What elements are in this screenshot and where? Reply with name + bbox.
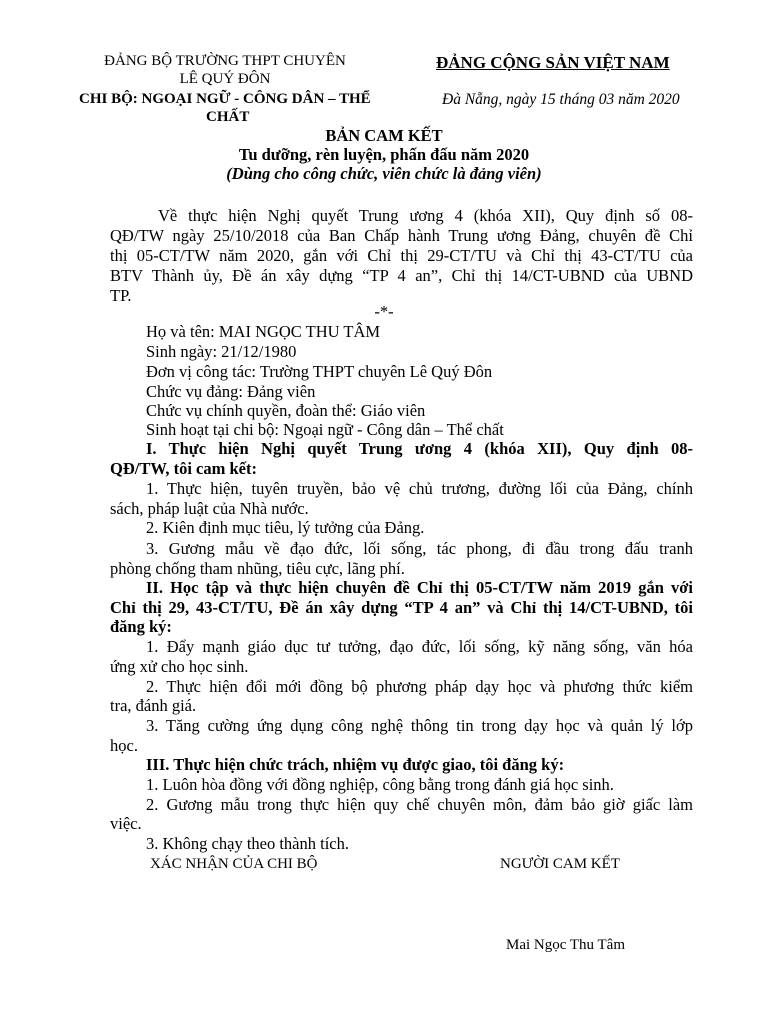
section2-heading: II. Học tập và thực hiện chuyên đề Chỉ thị 05-CT/TW năm 2019 gắn với (146, 578, 693, 597)
intro-line: thị 05-CT/TW năm 2020, gắn với Chỉ thị 29-CT/TU và Chỉ thị 43-CT/TU của (110, 246, 693, 265)
branch-name-line1: CHI BỘ: NGOẠI NGỮ - CÔNG DÂN – THỂ (79, 91, 371, 107)
party-name: ĐẢNG CỘNG SẢN VIỆT NAM (436, 53, 670, 72)
signature-left-label: XÁC NHẬN CỦA CHI BỘ (150, 856, 318, 872)
section2-item2: 2. Thực hiện đổi mới đồng bộ phương pháp dạy học và phương thức kiểm (146, 677, 693, 696)
section1-item1: 1. Thực hiện, tuyên truyền, bảo vệ chủ trương, đường lối của Đảng, chính (146, 479, 693, 498)
section1-item2: 2. Kiên định mục tiêu, lý tưởng của Đảng. (146, 518, 425, 537)
org-name-line2: LÊ QUÝ ĐÔN (179, 71, 271, 87)
document-subtitle: Tu dưỡng, rèn luyện, phấn đấu năm 2020 (238, 145, 530, 164)
section2-item1: 1. Đẩy mạnh giáo dục tư tưởng, đạo đức, lối sống, kỹ năng sống, văn hóa (146, 637, 693, 656)
section2-heading: Chỉ thị 29, 43-CT/TU, Đề án xây dựng “TP 4 an” và Chỉ thị 14/CT-UBND, tôi (110, 598, 693, 617)
document-title: BẢN CAM KẾT (325, 126, 443, 145)
org-name-line1: ĐẢNG BỘ TRƯỜNG THPT CHUYÊN (104, 53, 346, 69)
intro-line: BTV Thành ủy, Đề án xây dựng “TP 4 an”, Chỉ thị 14/CT-UBND của UBND (110, 266, 693, 285)
info-branch: Sinh hoạt tại chi bộ: Ngoại ngữ - Công dân – Thể chất (146, 420, 504, 439)
signer-name: Mai Ngọc Thu Tâm (506, 937, 626, 953)
document-note: (Dùng cho công chức, viên chức là đảng viên) (226, 164, 542, 183)
intro-line: TP. (110, 286, 132, 305)
intro-line: Về thực hiện Nghị quyết Trung ương 4 (khóa XII), Quy định số 08- (158, 206, 693, 225)
intro-line: QĐ/TW ngày 25/10/2018 của Ban Chấp hành Trung ương Đảng, chuyên đề Chỉ (110, 226, 693, 245)
separator: -*- (374, 302, 394, 321)
section3-heading: III. Thực hiện chức trách, nhiệm vụ được giao, tôi đăng ký: (146, 755, 565, 774)
section3-item2: việc. (110, 814, 142, 833)
info-party-role: Chức vụ đảng: Đảng viên (146, 382, 316, 401)
section2-heading: đăng ký: (110, 617, 172, 636)
section1-item1: sách, pháp luật của Nhà nước. (110, 499, 309, 518)
section3-item2: 2. Gương mẫu trong thực hiện quy chế chuyên môn, đảm bảo giờ giấc làm (146, 795, 693, 814)
signature-right-label: NGƯỜI CAM KẾT (500, 856, 620, 872)
info-dob: Sinh ngày: 21/12/1980 (146, 342, 297, 361)
section2-item2: tra, đánh giá. (110, 696, 197, 715)
info-gov-role: Chức vụ chính quyền, đoàn thể: Giáo viên (146, 401, 426, 420)
section2-item3: 3. Tăng cường ứng dụng công nghệ thông tin trong dạy học và quản lý lớp (146, 716, 693, 735)
section2-item1: ứng xử cho học sinh. (110, 657, 249, 676)
section1-item3: 3. Gương mẫu về đạo đức, lối sống, tác phong, đi đầu trong đấu tranh (146, 539, 693, 558)
section3-item3: 3. Không chạy theo thành tích. (146, 834, 349, 853)
section3-item1: 1. Luôn hòa đồng với đồng nghiệp, công bằng trong đánh giá học sinh. (146, 775, 614, 794)
place-date: Đà Nẵng, ngày 15 tháng 03 năm 2020 (442, 91, 680, 108)
info-name: Họ và tên: MAI NGỌC THU TÂM (146, 322, 381, 341)
section1-heading: QĐ/TW, tôi cam kết: (110, 459, 257, 478)
section2-item3: học. (110, 736, 138, 755)
info-workplace: Đơn vị công tác: Trường THPT chuyên Lê Quý Đôn (146, 362, 493, 381)
section1-heading: I. Thực hiện Nghị quyết Trung ương 4 (khóa XII), Quy định 08- (146, 439, 693, 458)
section1-item3: phòng chống tham nhũng, tiêu cực, lãng phí. (110, 559, 405, 578)
branch-name-line2: CHẤT (206, 109, 250, 125)
